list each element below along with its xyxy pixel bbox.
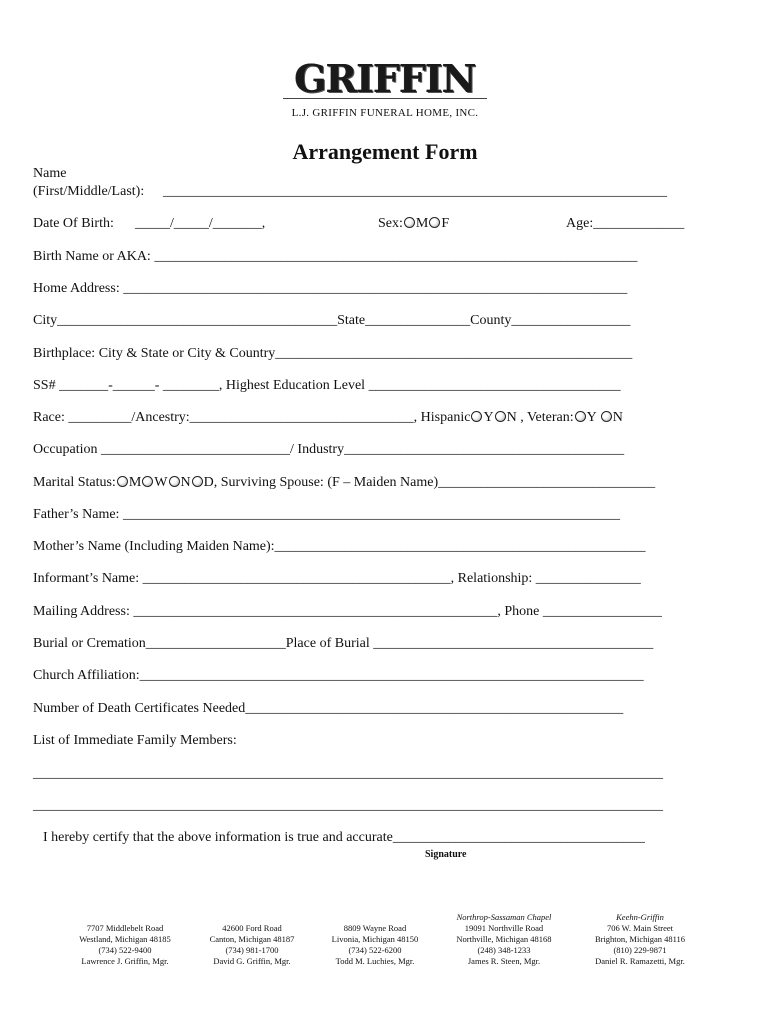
birth-name-field[interactable]: Birth Name or AKA: _____________________________________________________________________ (33, 249, 638, 264)
name-field[interactable]: ________________________________________________________________________ (163, 184, 667, 199)
location-chapel-name: Northrop-Sassaman Chapel (456, 912, 552, 922)
location-chapel-name: Keehn-Griffin (616, 912, 664, 922)
location-chapel-name (316, 912, 434, 923)
location-northville (440, 912, 568, 967)
marital-married-label: M (128, 475, 142, 490)
location-street: 7707 Middlebelt Road (86, 923, 164, 933)
location-city: Brighton, Michigan 48116 (594, 934, 686, 944)
location-manager: Todd M. Luchies, Mgr. (335, 956, 415, 966)
signature-label: Signature (425, 849, 467, 860)
family-members-line-2[interactable]: __________________________________________________________________________________________ (33, 798, 663, 813)
location-phone: (734) 522-6200 (348, 945, 402, 955)
mother-name-field[interactable]: Mother’s Name (Including Maiden Name):_____________________________________________________ (33, 539, 646, 554)
father-name-field[interactable]: Father’s Name: _______________________________________________________________________ (33, 507, 620, 522)
home-address-field[interactable]: Home Address: ________________________________________________________________________ (33, 281, 628, 296)
race-row (33, 409, 623, 427)
hispanic-no-radio[interactable] (495, 411, 506, 422)
location-street: 42600 Ford Road (222, 923, 282, 933)
church-field[interactable]: Church Affiliation:________________________________________________________________________ (33, 668, 644, 683)
veteran-no-label: N (612, 410, 623, 425)
marital-divorced-radio[interactable] (192, 476, 203, 487)
mailing-address-field[interactable]: Mailing Address: ____________________________________________________, Phone _________________ (33, 604, 662, 619)
location-manager: David G. Griffin, Mgr. (213, 956, 291, 966)
location-city: Livonia, Michigan 48150 (331, 934, 419, 944)
sex-male-radio[interactable] (404, 217, 415, 228)
marital-label: Marital Status: (33, 475, 116, 490)
spouse-field[interactable]: Surviving Spouse: (F – Maiden Name)_______________________________ (217, 475, 656, 490)
birthplace-field[interactable]: Birthplace: City & State or City & Country___________________________________________________ (33, 346, 633, 361)
family-members-label: List of Immediate Family Members: (33, 733, 237, 748)
location-phone: (734) 522-9400 (98, 945, 152, 955)
sex-male-label: M (415, 216, 429, 231)
city-state-county-field[interactable]: City________________________________________State_______________County_________________ (33, 313, 631, 328)
marital-never-label: N (180, 475, 191, 490)
age-group (566, 215, 684, 233)
sex-female-label: F (441, 216, 450, 231)
veteran-label: Veteran: (526, 410, 574, 425)
certify-signature-line[interactable]: I hereby certify that the above information is true and accurate____________________________________ (43, 830, 645, 845)
dob-field[interactable]: _____/_____/_______, (135, 216, 266, 231)
marital-widowed-label: W (154, 475, 168, 490)
name-sublabel: (First/Middle/Last): (33, 184, 145, 199)
death-certificates-field[interactable]: Number of Death Certificates Needed______________________________________________________ (33, 701, 624, 716)
age-field[interactable]: _____________ (593, 216, 685, 231)
location-street: 19091 Northville Road (464, 923, 544, 933)
location-manager: James R. Steen, Mgr. (467, 956, 541, 966)
dob-label: Date Of Birth: (33, 216, 114, 231)
sex-group (378, 215, 449, 233)
location-city: Canton, Michigan 48187 (209, 934, 295, 944)
form-title: Arrangement Form (292, 139, 478, 164)
location-street: 8809 Wayne Road (343, 923, 407, 933)
informant-field[interactable]: Informant’s Name: ____________________________________________, Relationship: _______________ (33, 571, 641, 586)
marital-married-radio[interactable] (117, 476, 128, 487)
hispanic-yes-label: Y (483, 410, 494, 425)
location-manager: Daniel R. Ramazetti, Mgr. (595, 956, 685, 966)
location-westland (66, 912, 184, 967)
hispanic-yes-radio[interactable] (471, 411, 482, 422)
veteran-yes-radio[interactable] (575, 411, 586, 422)
location-chapel-name (66, 912, 184, 923)
location-brighton (578, 912, 702, 967)
location-chapel-name (193, 912, 311, 923)
name-label: Name (33, 166, 67, 181)
logo-divider (283, 98, 487, 99)
company-name: L.J. GRIFFIN FUNERAL HOME, INC. (291, 107, 479, 119)
age-label: Age: (566, 216, 594, 231)
marital-divorced-label: D, (203, 475, 218, 490)
location-livonia (316, 912, 434, 967)
sex-female-radio[interactable] (429, 217, 440, 228)
marital-never-radio[interactable] (169, 476, 180, 487)
location-phone: (810) 229-9871 (613, 945, 667, 955)
sex-label: Sex: (378, 216, 403, 231)
hispanic-no-label: N , (506, 410, 527, 425)
marital-widowed-radio[interactable] (142, 476, 153, 487)
location-manager: Lawrence J. Griffin, Mgr. (81, 956, 169, 966)
location-street: 706 W. Main Street (606, 923, 674, 933)
ss-education-field[interactable]: SS# _______-______- ________, Highest Education Level ____________________________________ (33, 378, 621, 393)
veteran-no-radio[interactable] (601, 411, 612, 422)
company-logo: GRIFFIN (294, 56, 476, 101)
location-phone: (248) 348-1233 (477, 945, 531, 955)
burial-field[interactable]: Burial or Cremation____________________Place of Burial ________________________________________ (33, 636, 654, 651)
occupation-field[interactable]: Occupation ___________________________/ Industry________________________________________ (33, 442, 625, 457)
location-phone: (734) 981-1700 (225, 945, 279, 955)
veteran-yes-label: Y (586, 410, 600, 425)
location-city: Westland, Michigan 48185 (79, 934, 171, 944)
family-members-line-1[interactable]: __________________________________________________________________________________________ (33, 766, 663, 781)
marital-row (33, 474, 655, 492)
race-ancestry-field[interactable]: Race: _________/Ancestry:________________________________, Hispanic (33, 410, 471, 425)
location-canton (193, 912, 311, 967)
location-city: Northville, Michigan 48168 (456, 934, 552, 944)
